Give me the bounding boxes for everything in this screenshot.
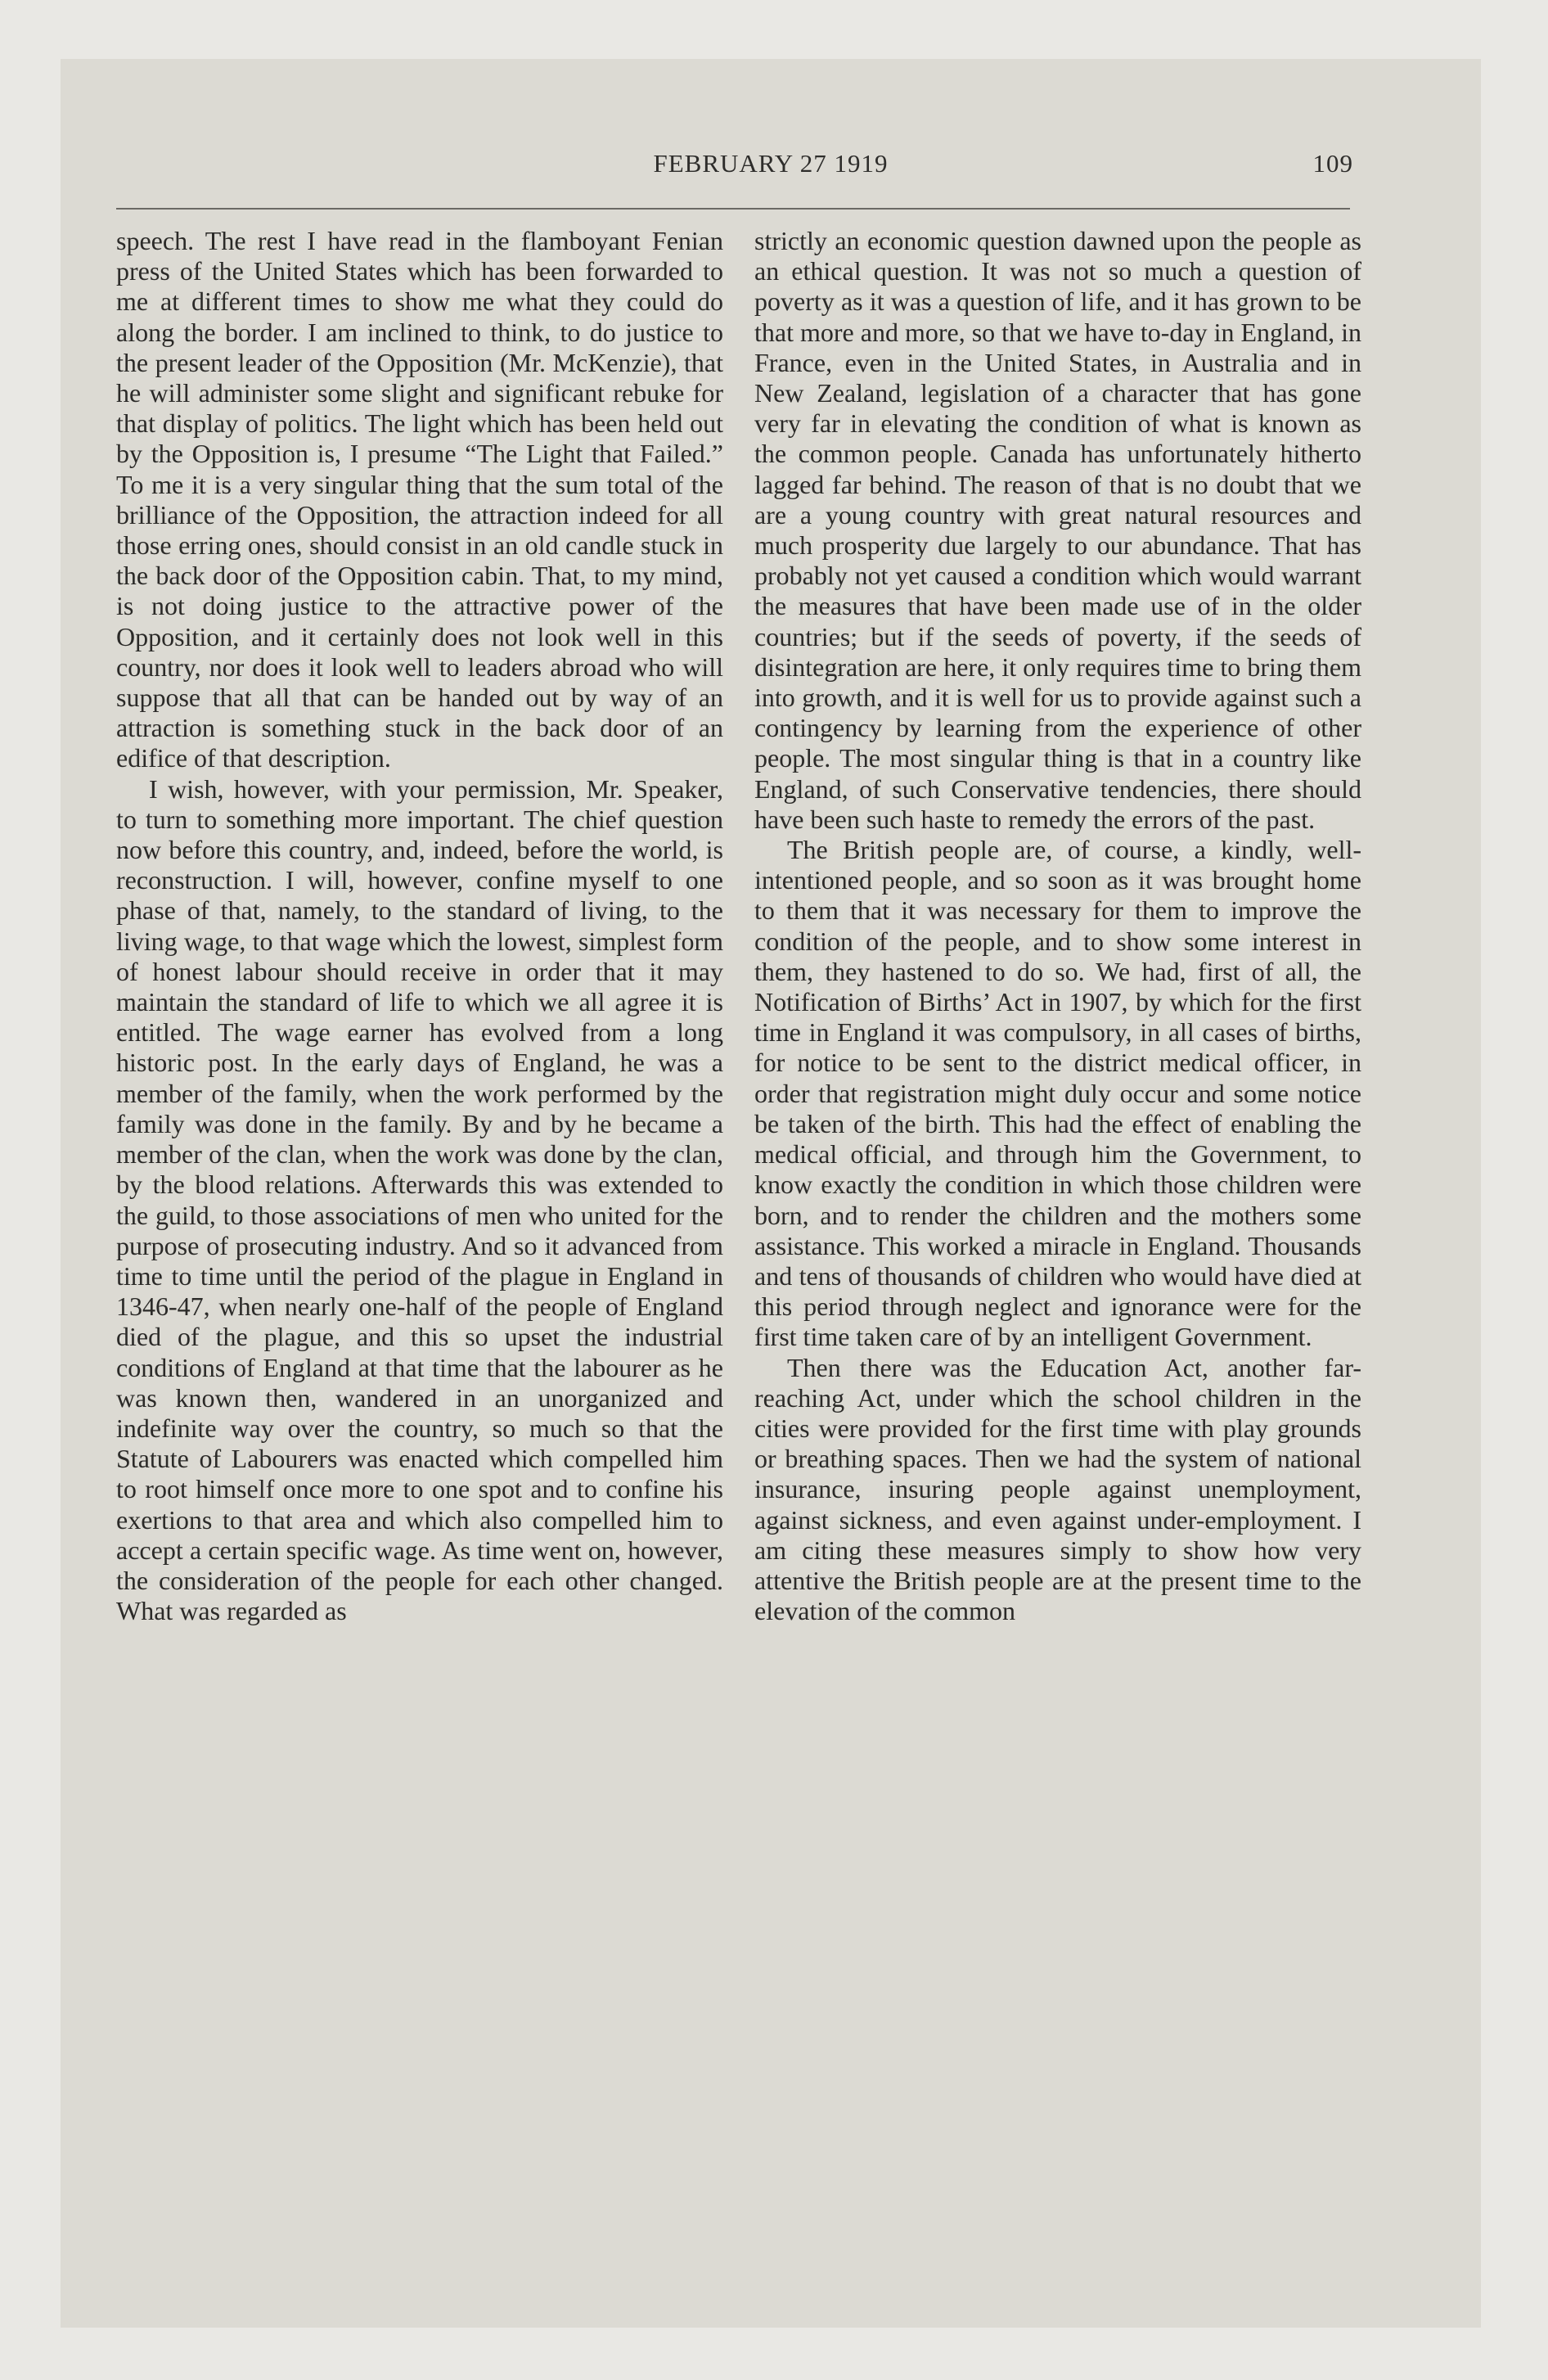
- right-paragraph-1: strictly an economic question dawned upon the people as an ethical question. It was not so much a question of poverty as it was a question of life, and it has grown to be that more and more, so that we have to-day in England, in France, even in the United States, in Australia and in New Zealand, legislation of a character that has gone very far in elevating the condition of what is known as the common people. Canada has unfortunately hitherto lagged far behind. The reason of that is no doubt that we are a young country with great natural resources and much prosperity due largely to our abundance. That has probably not yet caused a condition which would warrant the measures that have been made use of in the older countries; but if the seeds of poverty, if the seeds of disintegration are here, it only requires time to bring them into growth, and it is well for us to provide against such a contingency by learning from the experience of other people. The most singular thing is that in a country like England, of such Conservative tendencies, there should have been such haste to remedy the errors of the past.: [754, 226, 1362, 834]
- header-date: FEBRUARY 27 1919: [653, 149, 889, 178]
- left-column: [116, 226, 723, 1626]
- page-number: 109: [1312, 149, 1353, 178]
- header-rule: [116, 208, 1350, 210]
- document-page: [61, 59, 1481, 2328]
- right-paragraph-3: Then there was the Education Act, another far-reaching Act, under which the school children in the cities were provided for the first time with play grounds or breathing spaces. Then we had the system of national insurance, insuring people against unemployment, against sickness, and even against under-employment. I am citing these measures simply to show how very attentive the British people are at the present time to the elevation of the common: [754, 1352, 1361, 1626]
- page-header: [61, 149, 1481, 190]
- right-column: [754, 226, 1361, 1626]
- left-paragraph-1: speech. The rest I have read in the flamboyant Fenian press of the United States which has been forwarded to me at different times to show me what they could do along the border. I am inclined to think, to do justice to the present leader of the Opposition (Mr. McKenzie), that he will administer some slight and significant rebuke for that display of politics. The light which has been held out by the Opposition is, I presume “The Light that Failed.” To me it is a very singular thing that the sum total of the brilliance of the Opposition, the attraction indeed for all those erring ones, should consist in an old candle stuck in the back door of the Opposition cabin. That, to my mind, is not doing justice to the attractive power of the Opposition, and it certainly does not look well in this country, nor does it look well to leaders abroad who will suppose that all that can be handed out by way of an attraction is something stuck in the back door of an edifice of that description.: [116, 226, 723, 773]
- left-paragraph-2: I wish, however, with your permission, Mr. Speaker, to turn to something more important. The chief question now before this country, and, indeed, before the world, is reconstruction. I will, however, confine myself to one phase of that, namely, to the standard of living, to the living wage, to that wage which the lowest, simplest form of honest labour should receive in order that it may maintain the standard of life to which we all agree it is entitled. The wage earner has evolved from a long historic post. In the early days of England, he was a member of the family, when the work performed by the family was done in the family. By and by he became a member of the clan, when the work was done by the clan, by the blood relations. Afterwards this was extended to the guild, to those associations of men who united for the purpose of prosecuting industry. And so it advanced from time to time until the period of the plague in England in 1346-47, when nearly one-half of the people of England died of the plague, and this so upset the industrial conditions of England at that time that the labourer as he was known then, wandered in an unorganized and indefinite way over the country, so much so that the Statute of Labourers was enacted which compelled him to root himself once more to one spot and to confine his exertions to that area and which also compelled him to accept a certain specific wage. As time went on, however, the consideration of the people for each other changed. What was regarded as: [116, 773, 723, 1626]
- right-paragraph-2: The British people are, of course, a kindly, well-intentioned people, and so soon as it was brought home to them that it was necessary for them to improve the condition of the people, and to show some interest in them, they hastened to do so. We had, first of all, the Notification of Births’ Act in 1907, by which for the first time in England it was compulsory, in all cases of births, for notice to be sent to the district medical officer, in order that registration might duly occur and some notice be taken of the birth. This had the effect of enabling the medical official, and through him the Government, to know exactly the condition in which those children were born, and to render the children and the mothers some assistance. This worked a miracle in England. Thousands and tens of thousands of children who would have died at this period through neglect and ignorance were for the first time taken care of by an intelligent Government.: [754, 835, 1361, 1352]
